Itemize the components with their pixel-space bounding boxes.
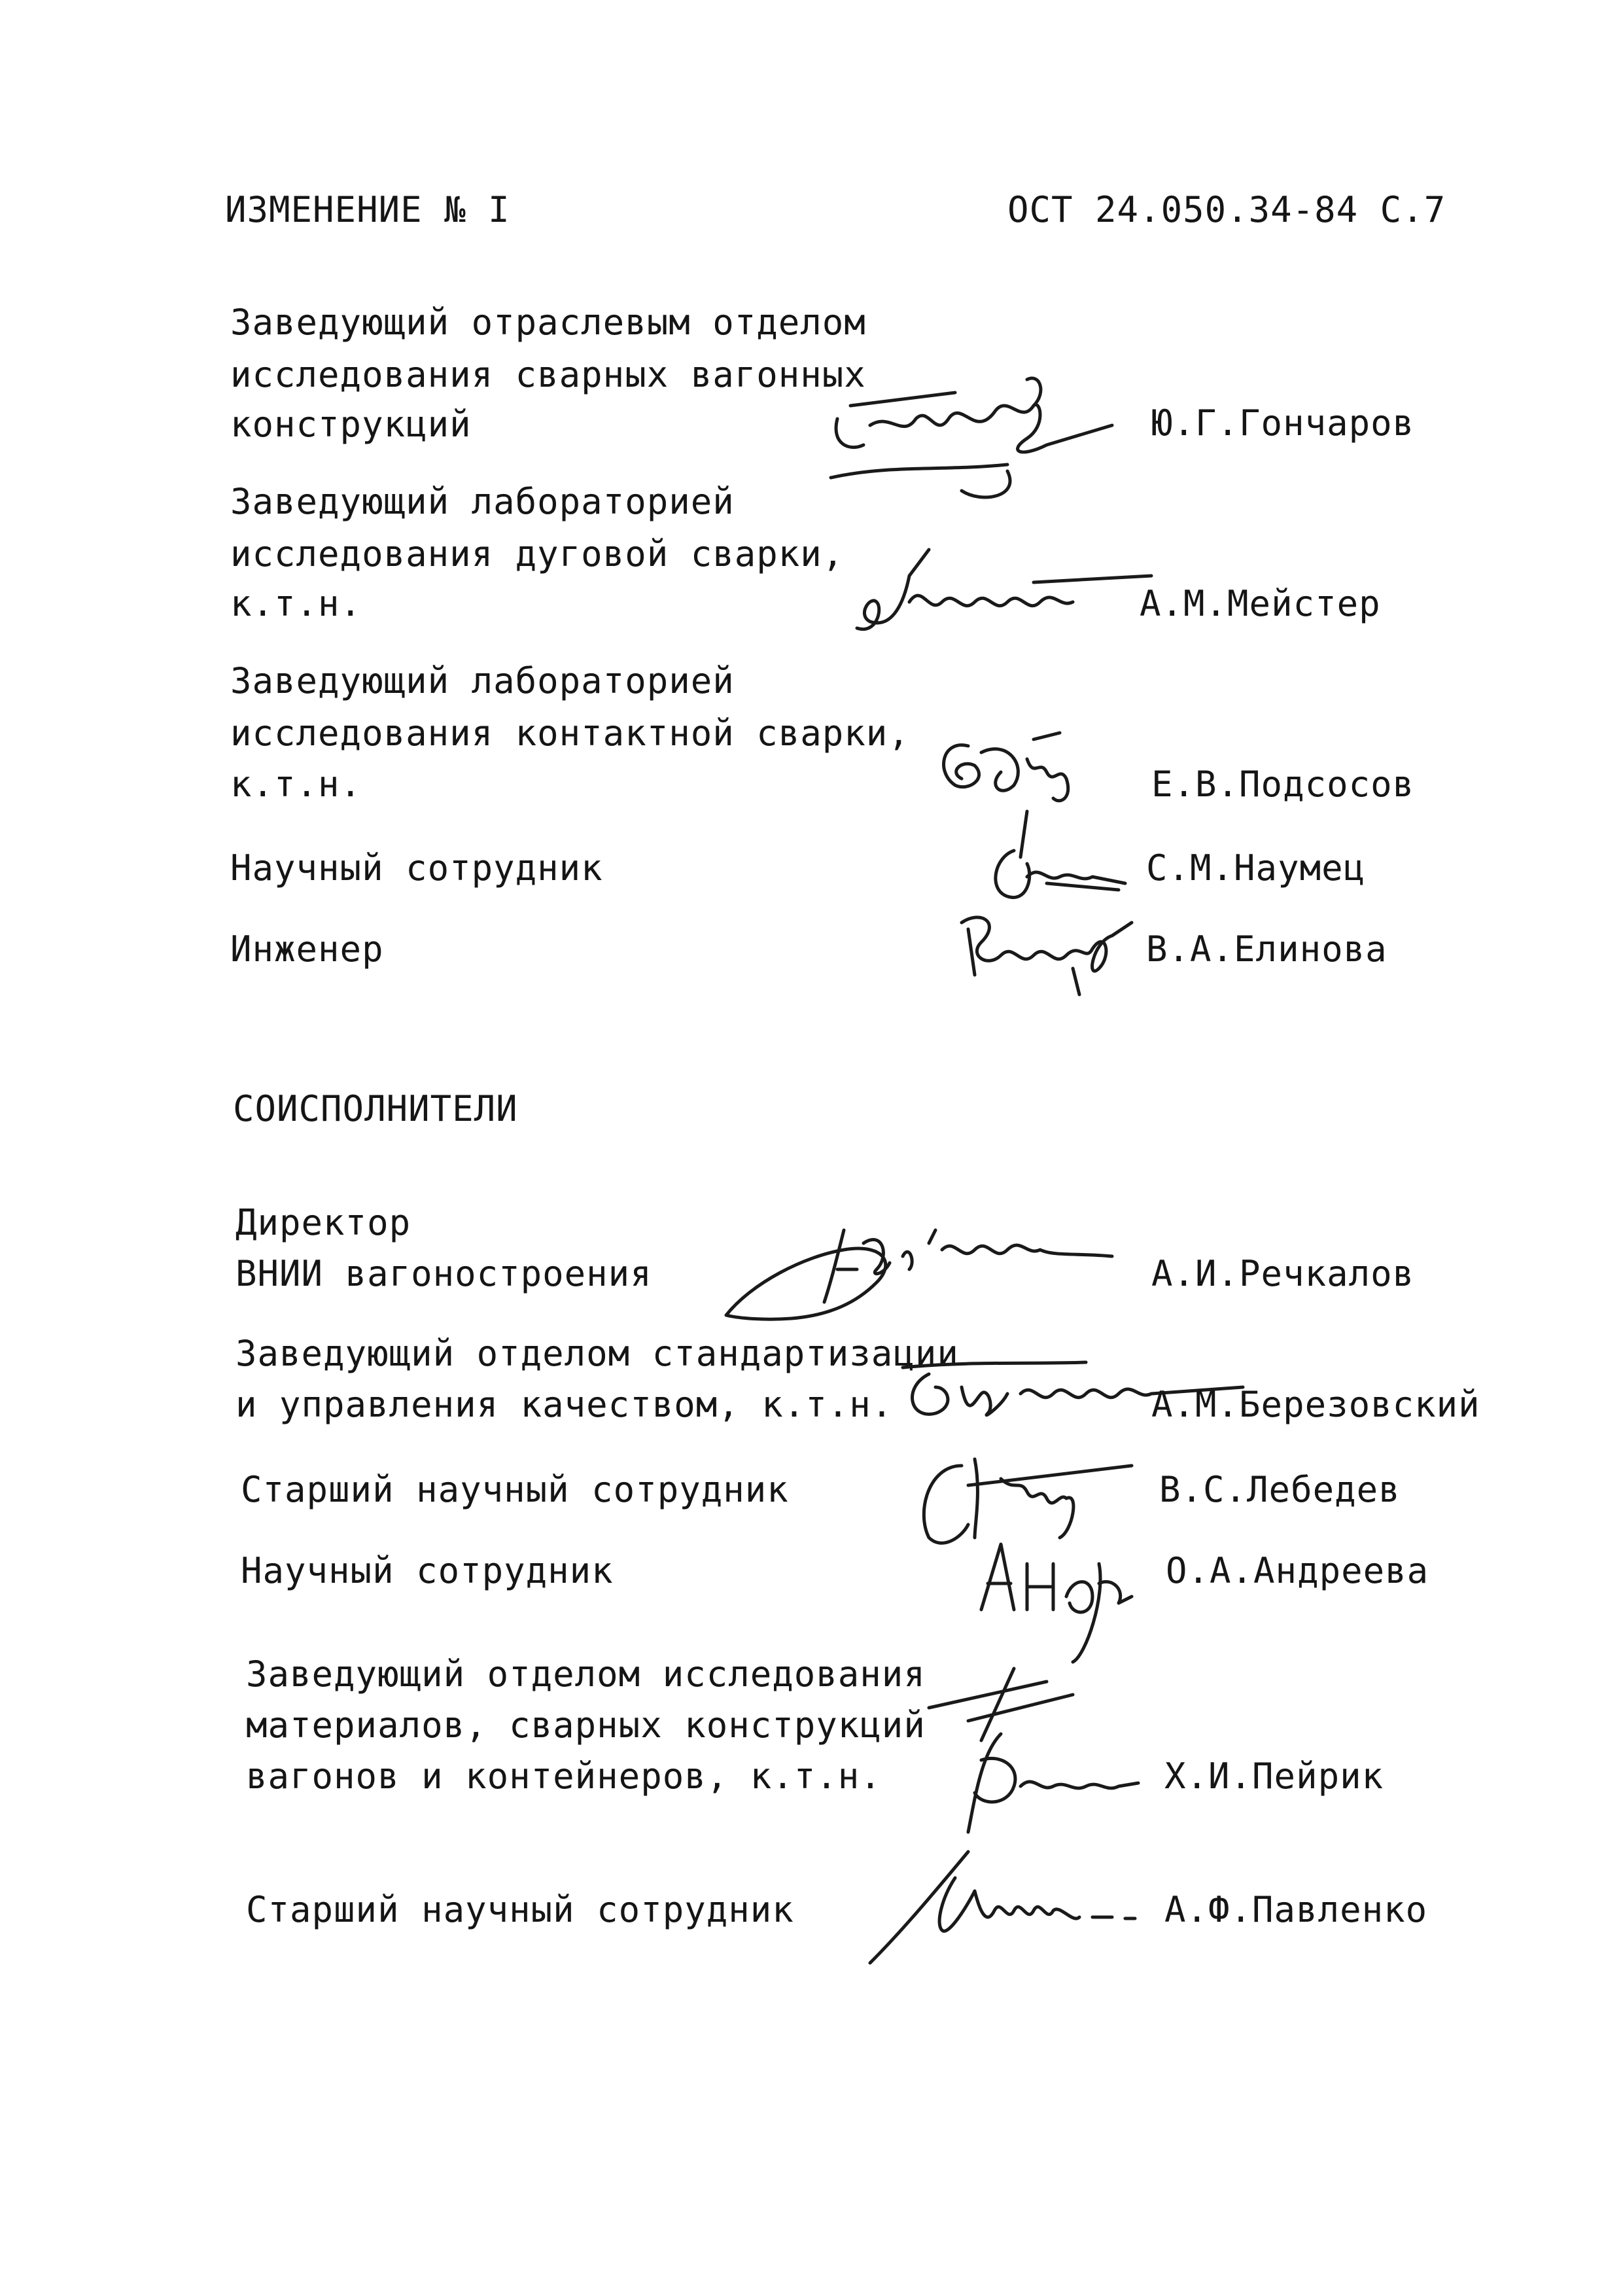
coexecutor-5-name: Х.И.Пейрик [1164,1756,1384,1797]
coexecutor-1-title-line-2: ВНИИ вагоностроения [236,1253,652,1294]
coexecutor-5-title-line-1: Заведующий отделом исследования [246,1653,926,1695]
executor-4-title-line-1: Научный сотрудник [230,847,603,889]
executor-2-title-line-2: исследования дуговой сварки, [230,533,845,574]
executor-1-name: Ю.Г.Гончаров [1151,402,1415,444]
executor-5-name: В.А.Елинова [1146,928,1387,970]
coexecutor-6-name: А.Ф.Павленко [1164,1889,1428,1930]
executor-3-title-line-1: Заведующий лабораторией [230,660,735,701]
coexecutor-6-title-line-1: Старший научный сотрудник [246,1889,794,1930]
signature-6 [713,1204,1132,1328]
coexecutor-4-title-line-1: Научный сотрудник [241,1550,614,1591]
executor-4-name: С.М.Наумец [1146,847,1366,889]
coexecutor-5-title-line-3: вагонов и контейнеров, к.т.н. [246,1756,882,1797]
coexecutor-1-name: А.И.Речкалов [1151,1253,1415,1294]
standard-code-page: ОСТ 24.050.34-84 С.7 [1007,189,1446,230]
executor-2-title-line-3: к.т.н. [230,583,362,624]
executor-2-title-line-1: Заведующий лабораторией [230,481,735,522]
executor-1-title-line-3: конструкций [230,404,472,445]
signature-11 [857,1826,1151,1969]
coexecutor-2-name: А.М.Березовский [1151,1384,1480,1425]
executor-2-name: А.М.Мейстер [1140,583,1381,624]
change-number: ИЗМЕНЕНИЕ № I [225,189,510,230]
signature-4 [968,805,1138,916]
executor-3-name: Е.В.Подсосов [1151,764,1415,805]
coexecutor-4-name: О.А.Андреева [1166,1550,1429,1591]
signature-1 [811,366,1138,523]
signature-2 [850,537,1151,641]
executor-3-title-line-3: к.т.н. [230,764,362,805]
coexecutor-2-title-line-2: и управления качеством, к.т.н. [236,1384,894,1425]
coexecutor-1-title-line-1: Директор [236,1202,411,1243]
coexecutor-5-title-line-2: материалов, сварных конструкций [246,1704,926,1746]
coexecutor-2-title-line-1: Заведующий отделом стандартизации [236,1333,959,1374]
signature-9 [955,1525,1138,1675]
signature-10 [903,1655,1178,1852]
signature-5 [942,903,1138,1001]
coexecutor-3-name: В.С.Лебедев [1159,1469,1401,1510]
executor-1-title-line-1: Заведующий отраслевым отделом [230,302,866,343]
executor-5-title-line-1: Инженер [230,928,384,970]
signature-3 [929,720,1138,811]
coexecutor-3-title-line-1: Старший научный сотрудник [241,1469,789,1510]
coexecutors-heading: СОИСПОЛНИТЕЛИ [233,1088,518,1129]
executor-3-title-line-2: исследования контактной сварки, [230,713,910,754]
executor-1-title-line-2: исследования сварных вагонных [230,354,866,395]
